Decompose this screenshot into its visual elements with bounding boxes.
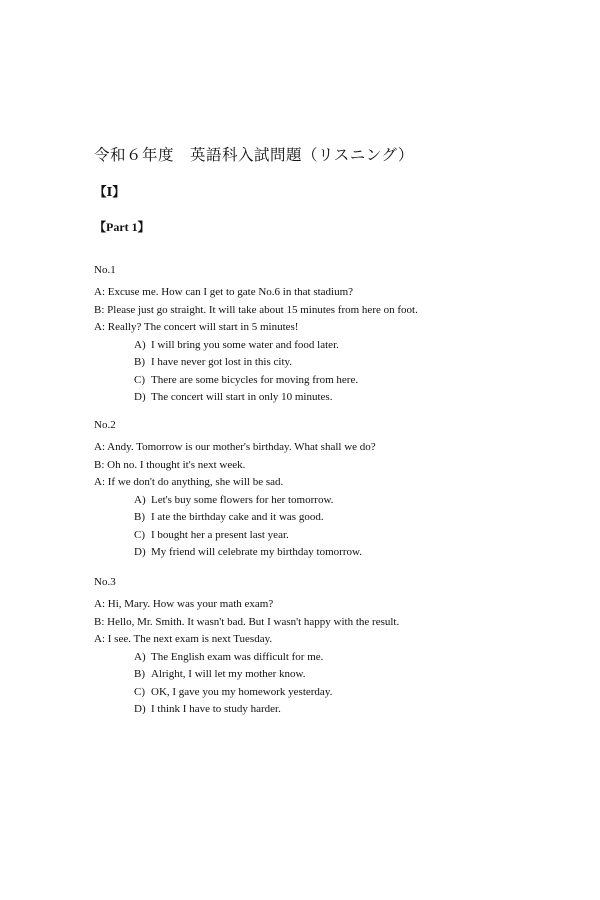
dialogue-line: A: Really? The concert will start in 5 minutes! xyxy=(94,321,299,333)
part-heading: 【Part 1】 xyxy=(94,220,150,234)
option-text: There are some bicycles for moving from here. xyxy=(151,373,359,386)
option-letter: A) xyxy=(134,493,146,506)
section-heading: 【Ⅰ】 xyxy=(94,185,125,199)
option-letter: B) xyxy=(134,356,145,368)
answer-option xyxy=(94,684,564,702)
option-letter: A) xyxy=(134,650,146,663)
question-number: No.3 xyxy=(94,576,116,588)
question-2 xyxy=(94,416,564,562)
dialogue-line: B: Please just go straight. It will take about 15 minutes from here on foot. xyxy=(94,303,418,316)
option-letter: A) xyxy=(134,338,146,351)
option-text: My friend will celebrate my birthday tomorrow. xyxy=(151,546,362,558)
option-letter: D) xyxy=(134,703,146,715)
option-letter: C) xyxy=(134,373,145,386)
dialogue-line: B: Hello, Mr. Smith. It wasn't bad. But I wasn't happy with the result. xyxy=(94,615,400,628)
option-letter: D) xyxy=(134,391,146,403)
answer-option xyxy=(94,509,564,527)
option-text: OK, I gave you my homework yesterday. xyxy=(151,685,333,698)
option-text: Let's buy some flowers for her tomorrow. xyxy=(151,493,334,506)
page-title: 令和６年度 英語科入試問題（リスニング） xyxy=(94,147,414,164)
answer-option xyxy=(94,337,564,355)
question-number: No.1 xyxy=(94,264,116,276)
dialogue-line: A: I see. The next exam is next Tuesday. xyxy=(94,633,273,645)
question-1 xyxy=(94,261,564,407)
dialogue-line: A: Andy. Tomorrow is our mother's birthday. What shall we do? xyxy=(94,441,376,453)
option-text: Alright, I will let my mother know. xyxy=(151,668,306,680)
option-letter: D) xyxy=(134,546,146,558)
answer-option xyxy=(94,389,564,407)
answer-option xyxy=(94,666,564,684)
option-letter: C) xyxy=(134,685,145,698)
dialogue-line: B: Oh no. I thought it's next week. xyxy=(94,458,246,471)
answer-option xyxy=(94,544,564,562)
question-number: No.2 xyxy=(94,419,116,431)
dialogue-line: A: Hi, Mary. How was your math exam? xyxy=(94,598,274,610)
answer-option xyxy=(94,492,564,510)
option-text: I will bring you some water and food later. xyxy=(151,338,339,351)
answer-option xyxy=(94,372,564,390)
option-letter: B) xyxy=(134,668,145,680)
answer-option xyxy=(94,354,564,372)
option-text: The English exam was difficult for me. xyxy=(151,650,324,663)
question-3 xyxy=(94,573,564,719)
option-text: I think I have to study harder. xyxy=(151,703,281,715)
answer-option xyxy=(94,649,564,667)
option-letter: C) xyxy=(134,528,145,541)
answer-option xyxy=(94,527,564,545)
option-text: The concert will start in only 10 minutes. xyxy=(151,391,333,403)
option-letter: B) xyxy=(134,511,145,523)
dialogue-line: A: If we don't do anything, she will be sad. xyxy=(94,476,284,488)
dialogue-line: A: Excuse me. How can I get to gate No.6 in that stadium? xyxy=(94,286,354,298)
option-text: I bought her a present last year. xyxy=(151,528,289,541)
option-text: I have never got lost in this city. xyxy=(151,356,293,368)
answer-option xyxy=(94,701,564,719)
option-text: I ate the birthday cake and it was good. xyxy=(151,511,324,523)
